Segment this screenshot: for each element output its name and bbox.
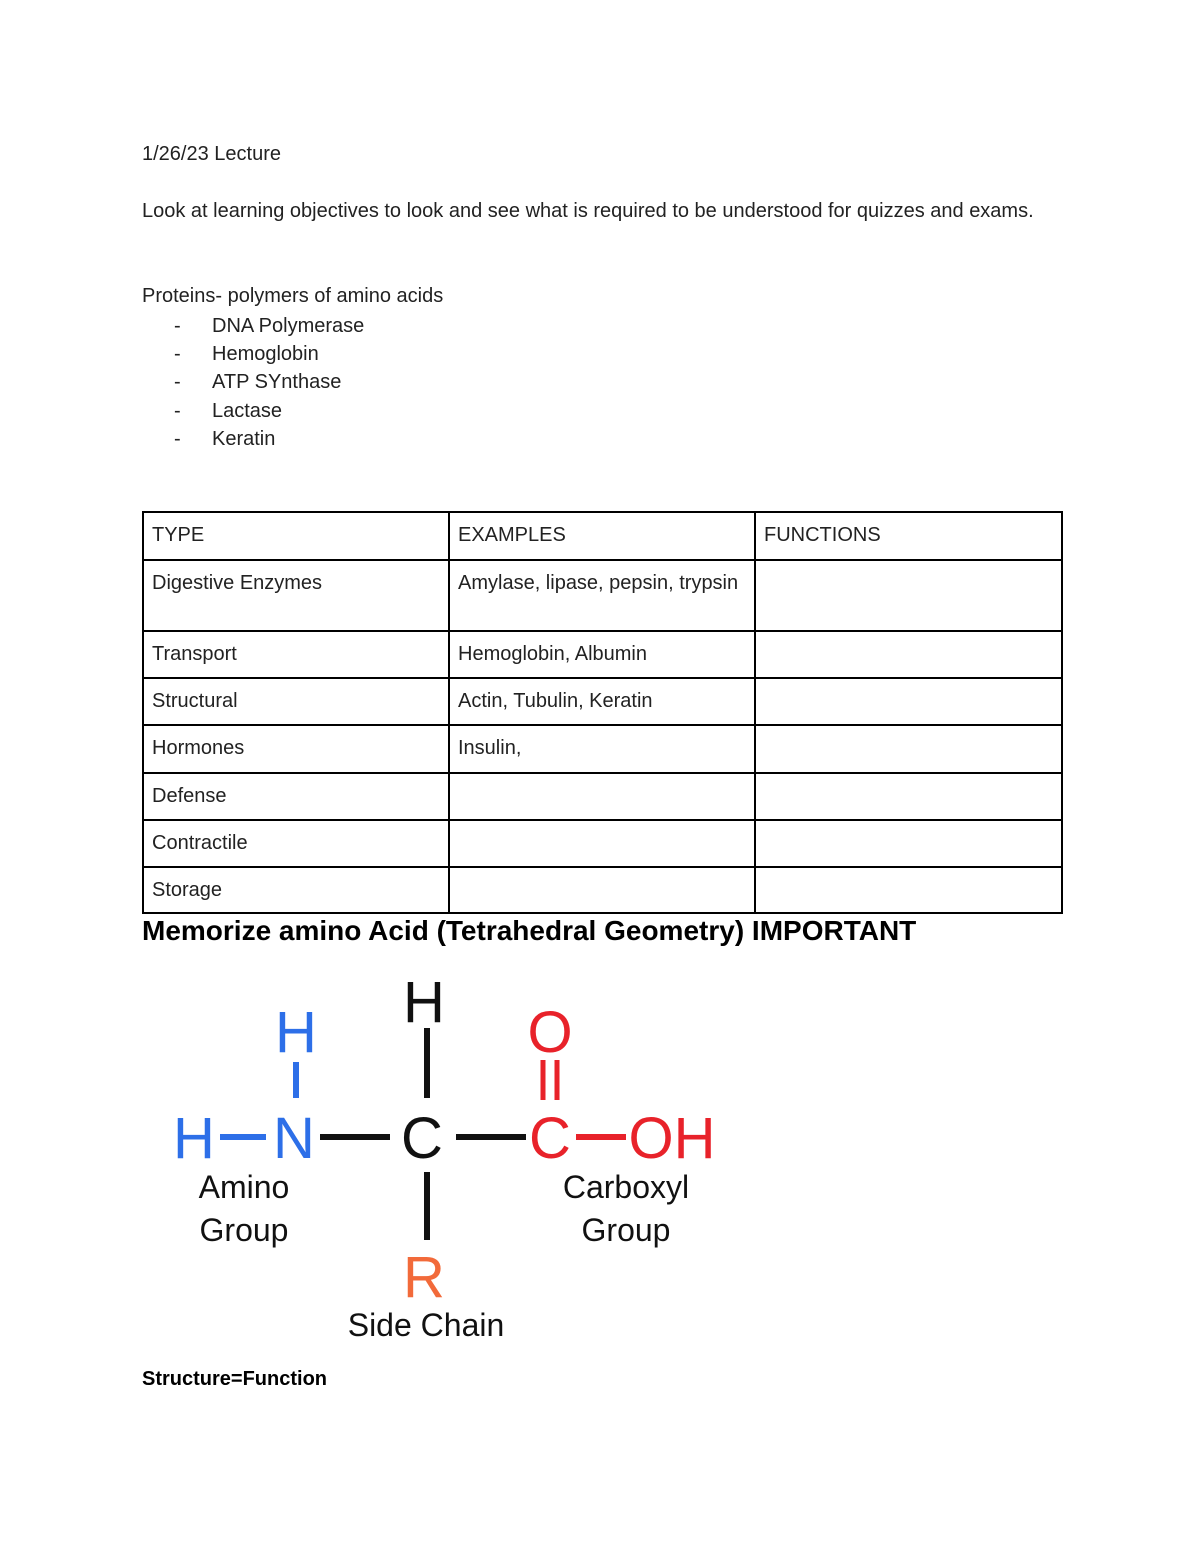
table-cell: Contractile	[143, 820, 449, 867]
table-cell	[449, 820, 755, 867]
table-cell: Amylase, lipase, pepsin, trypsin	[449, 560, 755, 631]
list-item	[142, 312, 364, 340]
list-item	[142, 397, 364, 425]
table-cell: Transport	[143, 631, 449, 678]
protein-types-table	[142, 511, 1063, 914]
oxygen-atom: O	[527, 1000, 573, 1065]
list-item-text: ATP SYnthase	[212, 371, 342, 394]
carboxyl-group-label-line2: Group	[581, 1212, 671, 1248]
table-cell: Defense	[143, 773, 449, 820]
table-cell	[755, 631, 1062, 678]
table-row	[143, 725, 1062, 773]
table-cell	[755, 725, 1062, 773]
table-cell	[449, 867, 755, 913]
table-header-row	[143, 512, 1062, 560]
protein-examples-list	[142, 312, 364, 453]
alpha-carbon-atom: C	[401, 1106, 443, 1171]
table-cell	[755, 867, 1062, 913]
table-row	[143, 678, 1062, 725]
table-row	[143, 631, 1062, 678]
table-row	[143, 820, 1062, 867]
list-item-text: Keratin	[212, 427, 276, 450]
table-cell: Hormones	[143, 725, 449, 773]
nitrogen-atom: N	[273, 1106, 315, 1171]
intro-paragraph: Look at learning objectives to look and see what is required to be understood for quizzes and exams.	[142, 200, 1034, 222]
table-cell: Structural	[143, 678, 449, 725]
list-item	[142, 425, 364, 453]
table-cell	[755, 678, 1062, 725]
header-cell-type: TYPE	[143, 512, 449, 560]
amino-acid-structure-diagram	[140, 960, 760, 1360]
table-cell: Hemoglobin, Albumin	[449, 631, 755, 678]
bullet-dash: -	[174, 343, 181, 366]
list-item-text: Lactase	[212, 399, 283, 422]
table-cell	[755, 820, 1062, 867]
table-cell: Actin, Tubulin, Keratin	[449, 678, 755, 725]
table-row	[143, 867, 1062, 913]
list-item	[142, 340, 364, 368]
bullet-dash: -	[174, 399, 181, 422]
table-row	[143, 773, 1062, 820]
proteins-title: Proteins- polymers of amino acids	[142, 285, 444, 307]
carboxyl-group-label-line1: Carboxyl	[562, 1169, 690, 1205]
amino-group-label-line2: Group	[199, 1212, 289, 1248]
bullet-dash: -	[174, 371, 181, 394]
carboxyl-carbon-atom: C	[529, 1106, 571, 1171]
table-row	[143, 560, 1062, 631]
list-item	[142, 368, 364, 396]
table-cell: Storage	[143, 867, 449, 913]
table-cell: Insulin,	[449, 725, 755, 773]
side-chain-label: Side Chain	[347, 1307, 505, 1343]
header-cell-functions: FUNCTIONS	[755, 512, 1062, 560]
hydroxyl-group: OH	[628, 1106, 716, 1171]
table-cell	[755, 773, 1062, 820]
amino-h-left-atom: H	[173, 1106, 215, 1171]
alpha-h-atom: H	[403, 970, 445, 1035]
structure-function-note: Structure=Function	[142, 1368, 328, 1390]
table-cell: Digestive Enzymes	[143, 560, 449, 631]
amino-h-top-atom: H	[275, 1000, 317, 1065]
amino-group-label-line1: Amino	[198, 1169, 290, 1205]
list-item-text: DNA Polymerase	[212, 315, 365, 337]
list-item-text: Hemoglobin	[212, 343, 319, 366]
bullet-dash: -	[174, 315, 181, 337]
table-cell	[449, 773, 755, 820]
header-cell-examples: EXAMPLES	[449, 512, 755, 560]
amino-acid-heading: Memorize amino Acid (Tetrahedral Geometry) IMPORTANT	[142, 915, 917, 946]
table-cell	[755, 560, 1062, 631]
bullet-dash: -	[174, 427, 181, 450]
lecture-date-line: 1/26/23 Lecture	[142, 143, 281, 165]
r-group-atom: R	[403, 1245, 445, 1310]
